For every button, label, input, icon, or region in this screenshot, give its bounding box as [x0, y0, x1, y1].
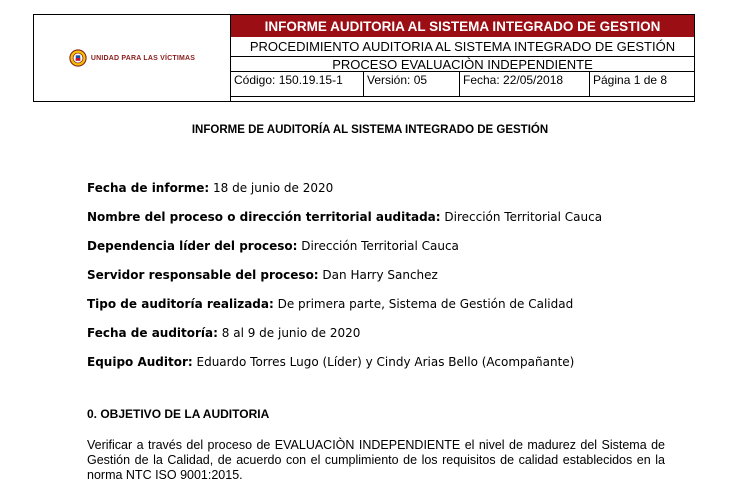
objective-paragraph: Verificar a través del proceso de EVALUACIÒN INDEPENDIENTE el nivel de madurez del Sistema de Gestión de la Calidad, de acuerdo con el cumplimiento de los requisitos de calidad establecidos en la norma NTC ISO 9001:2015. — [87, 438, 665, 482]
procedure-name: PROCEDIMIENTO AUDITORIA AL SISTEMA INTEGRADO DE GESTIÓN — [231, 37, 694, 57]
field-value: Dirección Territorial Cauca — [440, 210, 603, 224]
field-label: Nombre del proceso o dirección territorial auditada: — [87, 210, 441, 224]
field-report-date — [87, 181, 333, 195]
document-code: Código: 150.19.15-1 — [231, 72, 364, 96]
document-date: Fecha: 22/05/2018 — [460, 72, 590, 96]
field-label: Servidor responsable del proceso: — [87, 268, 319, 282]
report-title-bar: INFORME AUDITORIA AL SISTEMA INTEGRADO DE GESTION — [231, 15, 694, 37]
field-process-name — [87, 210, 602, 224]
field-audit-team — [87, 355, 574, 369]
field-label: Fecha de informe: — [87, 181, 210, 195]
field-label: Fecha de auditoría: — [87, 326, 218, 340]
field-audit-date — [87, 326, 360, 340]
field-audit-type — [87, 297, 573, 311]
field-responsible-servant — [87, 268, 438, 282]
logo — [69, 49, 195, 67]
document-header — [33, 14, 695, 102]
field-label: Equipo Auditor: — [87, 355, 193, 369]
coat-of-arms-icon — [69, 49, 87, 67]
field-value: Dirección Territorial Cauca — [297, 239, 459, 253]
field-label: Tipo de auditoría realizada: — [87, 297, 274, 311]
field-value: 8 al 9 de junio de 2020 — [217, 326, 361, 340]
logo-cell — [34, 15, 231, 101]
field-label: Dependencia líder del proceso: — [87, 239, 298, 253]
field-value: 18 de junio de 2020 — [209, 181, 334, 195]
field-value: Eduardo Torres Lugo (Líder) y Cindy Arias Bello (Acompañante) — [192, 355, 575, 369]
section-heading-objective: 0. OBJETIVO DE LA AUDITORIA — [87, 407, 270, 421]
meta-row-divider — [231, 96, 694, 97]
logo-text: UNIDAD PARA LAS VÍCTIMAS — [90, 54, 196, 62]
process-name: PROCESO EVALUACIÒN INDEPENDIENTE — [231, 57, 694, 72]
field-value: De primera parte, Sistema de Gestión de Calidad — [273, 297, 574, 311]
field-value: Dan Harry Sanchez — [318, 268, 438, 282]
field-lead-dependency — [87, 239, 459, 253]
document-title: INFORME DE AUDITORÍA AL SISTEMA INTEGRADO DE GESTIÓN — [191, 124, 549, 136]
page-number: Página 1 de 8 — [593, 73, 668, 87]
document-version: Versión: 05 — [364, 72, 460, 96]
